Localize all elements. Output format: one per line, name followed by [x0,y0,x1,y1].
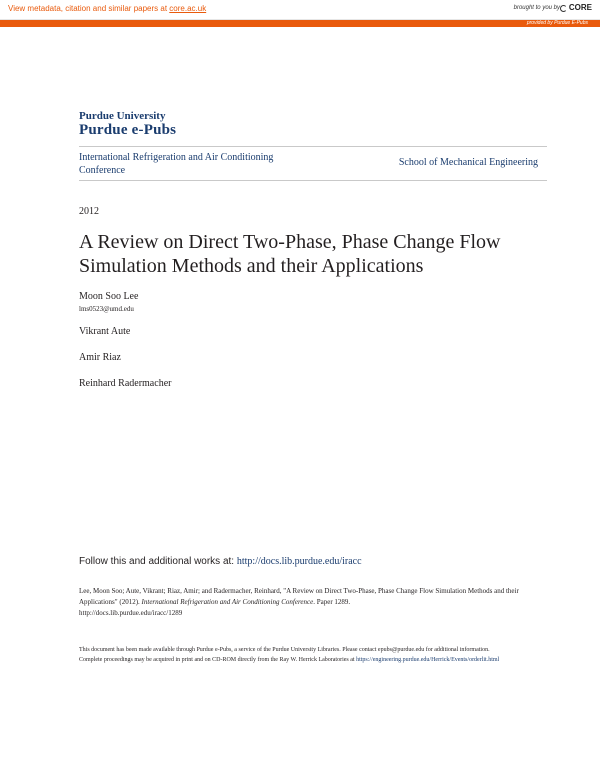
core-icon [559,4,567,12]
provider-bar [0,20,600,27]
paper-title: A Review on Direct Two-Phase, Phase Change Flow Simulation Methods and their Applications [79,231,501,277]
citation-venue: International Refrigeration and Air Conditioning Conference [141,598,314,606]
citation-paper: . Paper 1289. [313,598,351,606]
citation-authors: Lee, Moon Soo; Aute, Vikrant; Riaz, Amir; and Radermacher, Reinhard, "A Review on Direct Two-Phase, Phase Change Flow Simulation Methods and their Applications" (2012). [79,587,519,606]
core-logo[interactable] [559,3,592,12]
provided-by-text: provided by Purdue E-Pubs [526,20,588,26]
author-name: Reinhard Radermacher [79,378,172,389]
availability-notice [79,645,529,665]
brought-to-you-by: brought to you by [513,5,560,11]
school-link[interactable]: School of Mechanical Engineering [398,157,538,168]
core-header-bar [0,0,600,20]
herrick-link[interactable]: https://engineering.purdue.edu/Herrick/Events/orderlit.html [356,657,500,663]
publication-year: 2012 [79,206,99,217]
notice-line-2: Complete proceedings may be acquired in print and on CD-ROM directly from the Ray W. Herrick Laboratories at [79,657,357,663]
conference-link[interactable]: International Refrigeration and Air Conditioning Conference [79,152,274,176]
core-ac-uk-link[interactable]: core.ac.uk [169,4,207,13]
view-metadata-label: View metadata, citation and similar papers at [8,4,170,13]
view-metadata-text [8,4,206,13]
author-name: Moon Soo Lee [79,291,139,302]
author-email: lms0523@umd.edu [79,305,134,313]
divider-top [79,146,547,147]
author-name: Vikrant Aute [79,326,131,337]
university-name[interactable]: Purdue University [79,110,166,122]
citation-block [79,586,519,619]
follow-link[interactable]: http://docs.lib.purdue.edu/iracc [236,556,362,567]
notice-line-1: This document has been made available through Purdue e-Pubs, a service of the Purdue University Libraries. Please contact epubs@purdue.edu for additional information. [79,647,490,653]
core-label: CORE [568,3,592,12]
divider-bottom [79,180,547,181]
author-name: Amir Riaz [79,352,121,363]
citation-url[interactable]: http://docs.lib.purdue.edu/iracc/1289 [79,609,183,617]
follow-works [79,556,362,567]
follow-label: Follow this and additional works at: [79,556,237,567]
repository-name[interactable]: Purdue e-Pubs [79,122,177,138]
